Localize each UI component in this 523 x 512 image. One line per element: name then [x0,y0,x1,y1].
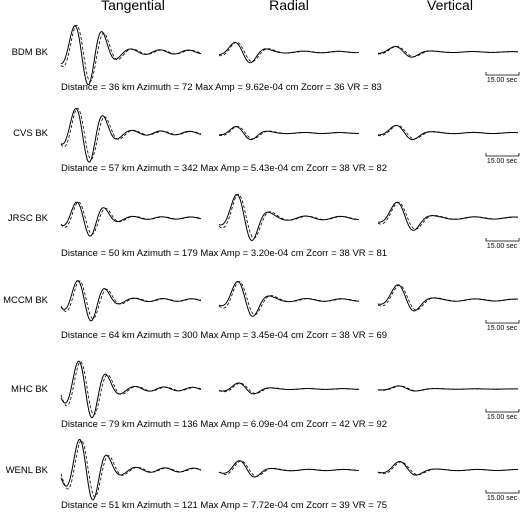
station-info: Distance = 51 km Azimuth = 121 Max Amp = 7.72e-04 cm Zcorr = 39 VR = 75 [61,500,388,511]
observed-trace [219,461,359,477]
time-scale-bar [486,490,519,493]
station-info: Distance = 79 km Azimuth = 136 Max Amp = 6.09e-04 cm Zcorr = 42 VR = 92 [61,419,388,430]
station-info: Distance = 64 km Azimuth = 300 Max Amp = 3.45e-04 cm Zcorr = 38 VR = 69 [61,330,388,341]
observed-trace [378,386,518,391]
observed-trace [61,281,201,321]
station-label: WENL BK [5,465,48,476]
synthetic-trace [378,285,518,310]
observed-trace [378,47,518,58]
station-row [13,108,519,174]
observed-trace [219,383,359,394]
header-vertical: Vertical [427,0,473,13]
time-scale-label: 15.00 sec [486,158,518,165]
synthetic-trace [378,125,518,139]
observed-trace [219,281,359,316]
station-label: BDM BK [11,47,48,58]
synthetic-trace [378,203,518,230]
synthetic-trace [378,386,518,391]
observed-trace [219,194,359,240]
observed-trace [61,361,201,418]
synthetic-trace [61,281,201,319]
station-row [3,281,519,341]
time-scale-bar [486,409,519,412]
time-scale-label: 15.00 sec [486,243,518,250]
time-scale-bar [486,72,519,75]
synthetic-trace [378,462,518,475]
time-scale-bar [486,153,519,156]
station-info: Distance = 57 km Azimuth = 342 Max Amp = 5.43e-04 cm Zcorr = 38 VR = 82 [61,163,388,174]
observed-trace [219,127,359,140]
station-label: JRSC BK [7,213,48,224]
station-row [8,194,519,259]
synthetic-trace [61,25,201,81]
synthetic-trace [61,202,201,234]
synthetic-trace [219,42,359,61]
time-scale-label: 15.00 sec [486,495,518,502]
observed-trace [378,285,518,311]
station-label: MCCM BK [3,295,48,306]
observed-trace [378,462,518,476]
station-row [12,25,519,93]
header-radial: Radial [269,0,309,13]
synthetic-trace [219,282,359,315]
station-info: Distance = 36 km Azimuth = 72 Max Amp = 9.62e-04 cm Zcorr = 36 VR = 83 [61,82,382,93]
station-label: MHC BK [11,384,48,395]
observed-trace [378,202,518,230]
station-label: CVS BK [13,128,48,139]
observed-trace [61,26,201,85]
synthetic-trace [219,461,359,476]
time-scale-label: 15.00 sec [486,77,518,84]
station-info: Distance = 50 km Azimuth = 179 Max Amp = 3.20e-04 cm Zcorr = 38 VR = 81 [61,248,388,259]
time-scale-label: 15.00 sec [486,414,518,421]
station-rows [3,25,519,511]
time-scale-bar [486,320,519,323]
observed-trace [61,108,201,162]
time-scale-label: 15.00 sec [486,325,518,332]
observed-trace [378,125,518,139]
station-row [11,361,519,430]
header-tangential: Tangential [101,0,165,13]
time-scale-bar [486,238,519,241]
station-row [6,439,519,511]
